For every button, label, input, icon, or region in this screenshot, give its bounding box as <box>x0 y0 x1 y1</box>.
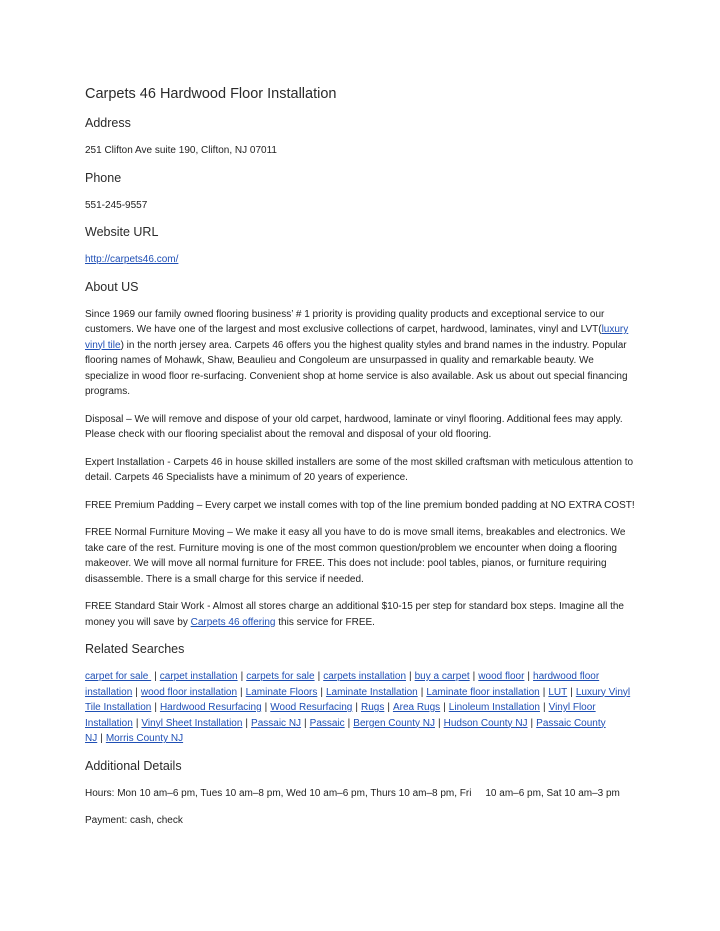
link-separator: | <box>530 717 534 729</box>
related-search-link[interactable]: Hudson County NJ <box>443 717 528 729</box>
related-search-link[interactable]: Morris County NJ <box>105 733 184 744</box>
link-separator: | <box>443 702 446 713</box>
document-page <box>85 86 640 841</box>
about-text-1a: Since 1969 our family owned flooring business’ # 1 priority is providing quality products and exceptional service to our customers. We have one of the largest and most exclusive collections of carpet, hardwood, laminates, vinyl and LVT( <box>85 308 605 335</box>
phone-heading: Phone <box>85 170 122 185</box>
link-separator: | <box>570 686 573 698</box>
related-search-link[interactable]: carpet installation <box>159 671 238 682</box>
related-search-link[interactable]: Luxury Vinyl Tile Installation <box>85 686 631 713</box>
website-link[interactable]: http://carpets46.com/ <box>85 254 179 265</box>
link-separator: | <box>245 717 249 729</box>
additional-details-heading: Additional Details <box>85 758 182 773</box>
link-separator: | <box>320 686 323 698</box>
related-search-link[interactable]: Linoleum Installation <box>448 702 540 713</box>
link-separator: | <box>304 717 307 729</box>
link-separator: | <box>135 717 139 729</box>
link-separator: | <box>240 671 244 682</box>
free-padding-paragraph: FREE Premium Padding – Every carpet we install comes with top of the line premium bonded padding at NO EXTRA COST! <box>85 499 635 511</box>
related-search-link[interactable]: Passaic NJ <box>251 717 302 729</box>
related-search-link[interactable]: wood floor installation <box>140 686 238 698</box>
disposal-paragraph: Disposal – We will remove and dispose of your old carpet, hardwood, laminate or vinyl flooring. Additional fees may apply. Please check with our flooring specialist about the removal and disposal of your old flooring. <box>85 413 623 440</box>
related-searches-list <box>85 669 640 747</box>
link-separator: | <box>154 671 157 682</box>
carpets46-offering-link[interactable]: Carpets 46 offering <box>190 616 276 628</box>
about-heading: About US <box>85 279 139 294</box>
related-search-link[interactable]: Vinyl Sheet Installation <box>141 717 243 729</box>
related-search-link[interactable]: Passaic <box>309 717 345 729</box>
related-search-link[interactable]: Wood Resurfacing <box>270 702 353 713</box>
link-separator: | <box>387 702 390 713</box>
related-search-link[interactable]: wood floor <box>478 671 525 682</box>
payment-text: Payment: cash, check <box>85 815 183 826</box>
related-search-link[interactable]: carpet for sale <box>85 671 152 682</box>
stair-text-b: this service for FREE. <box>275 616 375 628</box>
link-separator: | <box>355 702 358 713</box>
stair-work-paragraph <box>85 599 640 630</box>
related-search-link[interactable]: carpets installation <box>323 671 407 682</box>
related-search-link[interactable]: Rugs <box>360 702 385 713</box>
stair-text-a: FREE Standard Stair Work - Almost all stores charge an additional $10-15 per step for standard box steps. Imagine all the money you will save by <box>85 601 624 628</box>
related-search-link[interactable]: Laminate Installation <box>325 686 418 698</box>
related-search-link[interactable]: Hardwood Resurfacing <box>159 702 262 713</box>
hours-text: Hours: Mon 10 am–6 pm, Tues 10 am–8 pm, Wed 10 am–6 pm, Thurs 10 am–8 pm, Fri 10 am–6 pm, Sat 10 am–3 pm <box>85 787 620 799</box>
page-title: Carpets 46 Hardwood Floor Installation <box>85 86 337 102</box>
address-heading: Address <box>85 116 131 130</box>
link-separator: | <box>347 717 351 729</box>
furniture-moving-paragraph: FREE Normal Furniture Moving – We make it easy all you have to do is move small items, breakables and electronics. We take care of the rest. Furniture moving is one of the most common question/problem we encounter when doing a flooring makeover. We will move all normal furniture for FREE. This does not include: pool tables, pianos, or furniture requiring disassemble. There is a small charge for this service if needed. <box>85 527 626 585</box>
link-separator: | <box>409 671 412 682</box>
phone-value: 551-245-9557 <box>85 199 148 211</box>
luxury-vinyl-tile-link[interactable]: luxury vinyl tile <box>85 324 629 351</box>
link-separator: | <box>135 686 138 698</box>
related-search-link[interactable]: Bergen County NJ <box>353 717 435 729</box>
related-search-link[interactable]: carpets for sale <box>246 671 315 682</box>
related-search-link[interactable]: Vinyl Floor Installation <box>85 702 596 729</box>
link-separator: | <box>542 686 546 698</box>
website-paragraph <box>85 252 640 268</box>
related-search-link[interactable]: buy a carpet <box>414 671 470 682</box>
address-value: 251 Clifton Ave suite 190, Clifton, NJ 07011 <box>85 145 277 156</box>
related-search-link[interactable]: Laminate floor installation <box>426 686 540 698</box>
related-searches-heading: Related Searches <box>85 642 185 656</box>
link-separator: | <box>527 671 531 682</box>
related-search-link[interactable]: hardwood floor installation <box>85 671 600 698</box>
link-separator: | <box>240 686 243 698</box>
link-separator: | <box>542 702 546 713</box>
link-separator: | <box>472 671 476 682</box>
website-heading: Website URL <box>85 225 159 239</box>
expert-installation-paragraph: Expert Installation - Carpets 46 in house skilled installers are some of the most skilled craftsman with meticulous attention to detail. Carpets 46 Specialists have a minimum of 20 years of experience. <box>85 456 634 483</box>
link-separator: | <box>438 717 441 729</box>
link-separator: | <box>420 686 424 698</box>
related-search-link[interactable]: LUT <box>548 686 568 698</box>
link-separator: | <box>100 733 103 744</box>
link-separator: | <box>264 702 268 713</box>
related-search-link[interactable]: Passaic County NJ <box>85 717 606 744</box>
link-separator: | <box>154 702 157 713</box>
about-text-1b: ) in the north jersey area. Carpets 46 offers you the highest quality styles and brand names in the industry. Popular flooring names of Mohawk, Shaw, Beaulieu and Congoleum are unsurpassed in quality and remarkable beauty. We specialize in wood floor re-surfacing. Convenient shop at home service is also available. Ask us about out special financing programs. <box>85 339 628 397</box>
link-separator: | <box>317 671 321 682</box>
related-search-link[interactable]: Laminate Floors <box>245 686 318 698</box>
related-search-link[interactable]: Area Rugs <box>392 702 441 713</box>
about-paragraph-1 <box>85 307 640 400</box>
